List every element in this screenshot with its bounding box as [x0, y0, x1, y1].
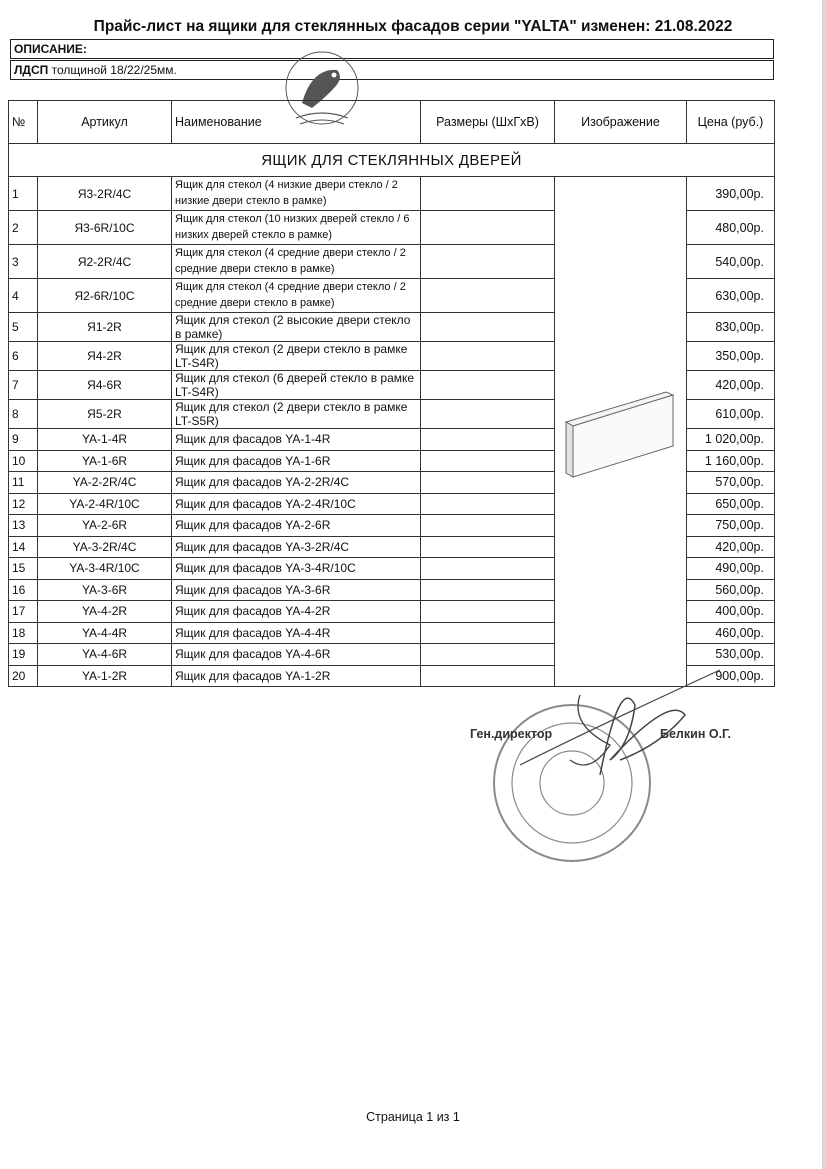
signature-name: Белкин О.Г.: [660, 727, 732, 741]
header-name: Наименование: [172, 101, 421, 144]
row-size: [421, 245, 555, 279]
row-article: Я4-6R: [38, 371, 172, 400]
row-article: Я3-6R/10C: [38, 211, 172, 245]
row-name: Ящик для стекол (2 высокие двери стекло в рамке): [172, 313, 421, 342]
row-name: Ящик для стекол (4 средние двери стекло / 2 средние двери стекло в рамке): [172, 245, 421, 279]
row-article: YA-4-6R: [38, 644, 172, 666]
row-article: Я2-6R/10C: [38, 279, 172, 313]
row-size: [421, 622, 555, 644]
row-price: 350,00р.: [687, 342, 775, 371]
row-price: 650,00р.: [687, 493, 775, 515]
row-num: 16: [9, 579, 38, 601]
row-name: Ящик для фасадов YA-3-2R/4C: [172, 536, 421, 558]
row-price: 630,00р.: [687, 279, 775, 313]
row-num: 7: [9, 371, 38, 400]
row-price: 390,00р.: [687, 177, 775, 211]
row-num: 12: [9, 493, 38, 515]
row-num: 20: [9, 665, 38, 687]
row-article: YA-1-2R: [38, 665, 172, 687]
row-price: 750,00р.: [687, 515, 775, 537]
row-article: Я4-2R: [38, 342, 172, 371]
table-row: [9, 177, 775, 211]
signature-icon: [460, 665, 760, 865]
description-label: ОПИСАНИЕ:: [10, 39, 774, 59]
row-size: [421, 279, 555, 313]
row-size: [421, 493, 555, 515]
row-name: Ящик для стекол (4 низкие двери стекло / 2 низкие двери стекло в рамке): [172, 177, 421, 211]
row-name: Ящик для фасадов YA-4-4R: [172, 622, 421, 644]
page-footer: Страница 1 из 1: [366, 1110, 460, 1124]
header-image: Изображение: [555, 101, 687, 144]
row-article: YA-2-2R/4C: [38, 472, 172, 494]
row-num: 19: [9, 644, 38, 666]
section-row: [9, 144, 775, 177]
row-price: 570,00р.: [687, 472, 775, 494]
row-price: 900,00р.: [687, 665, 775, 687]
row-name: Ящик для фасадов YA-2-2R/4C: [172, 472, 421, 494]
row-size: [421, 211, 555, 245]
price-table: [8, 100, 775, 687]
material-text: толщиной 18/22/25мм.: [51, 63, 177, 77]
row-size: [421, 429, 555, 451]
row-price: 400,00р.: [687, 601, 775, 623]
row-num: 6: [9, 342, 38, 371]
row-num: 5: [9, 313, 38, 342]
row-price: 480,00р.: [687, 211, 775, 245]
row-price: 1 020,00р.: [687, 429, 775, 451]
row-size: [421, 177, 555, 211]
row-name: Ящик для фасадов YA-4-2R: [172, 601, 421, 623]
row-size: [421, 313, 555, 342]
row-name: Ящик для фасадов YA-1-2R: [172, 665, 421, 687]
row-article: Я1-2R: [38, 313, 172, 342]
row-num: 2: [9, 211, 38, 245]
scan-edge: [822, 0, 826, 1169]
row-num: 15: [9, 558, 38, 580]
row-name: Ящик для фасадов YA-1-4R: [172, 429, 421, 451]
row-article: YA-2-6R: [38, 515, 172, 537]
row-num: 1: [9, 177, 38, 211]
row-size: [421, 400, 555, 429]
row-size: [421, 644, 555, 666]
row-num: 11: [9, 472, 38, 494]
row-size: [421, 450, 555, 472]
row-price: 490,00р.: [687, 558, 775, 580]
row-article: YA-3-6R: [38, 579, 172, 601]
row-price: 610,00р.: [687, 400, 775, 429]
row-article: YA-4-4R: [38, 622, 172, 644]
row-name: Ящик для стекол (6 дверей стекло в рамке LT-S4R): [172, 371, 421, 400]
row-price: 460,00р.: [687, 622, 775, 644]
row-num: 3: [9, 245, 38, 279]
row-price: 830,00р.: [687, 313, 775, 342]
row-article: Я2-2R/4C: [38, 245, 172, 279]
row-price: 560,00р.: [687, 579, 775, 601]
row-article: Я3-2R/4C: [38, 177, 172, 211]
header-num: №: [9, 101, 38, 144]
row-article: YA-1-6R: [38, 450, 172, 472]
row-size: [421, 472, 555, 494]
row-name: Ящик для стекол (10 низких дверей стекло / 6 низких дверей стекло в рамке): [172, 211, 421, 245]
row-size: [421, 558, 555, 580]
row-article: YA-3-4R/10C: [38, 558, 172, 580]
row-num: 13: [9, 515, 38, 537]
row-name: Ящик для фасадов YA-2-6R: [172, 515, 421, 537]
row-size: [421, 579, 555, 601]
row-num: 9: [9, 429, 38, 451]
row-name: Ящик для стекол (2 двери стекло в рамке LT-S5R): [172, 400, 421, 429]
row-article: YA-2-4R/10C: [38, 493, 172, 515]
row-name: Ящик для фасадов YA-4-6R: [172, 644, 421, 666]
product-image-cell: [555, 177, 687, 687]
box-image-icon: [561, 382, 681, 482]
row-num: 8: [9, 400, 38, 429]
row-size: [421, 342, 555, 371]
row-price: 530,00р.: [687, 644, 775, 666]
row-article: Я5-2R: [38, 400, 172, 429]
row-num: 17: [9, 601, 38, 623]
row-name: Ящик для фасадов YA-2-4R/10C: [172, 493, 421, 515]
row-name: Ящик для стекол (4 средние двери стекло / 2 средние двери стекло в рамке): [172, 279, 421, 313]
row-size: [421, 536, 555, 558]
row-size: [421, 515, 555, 537]
row-price: 1 160,00р.: [687, 450, 775, 472]
row-num: 10: [9, 450, 38, 472]
row-article: YA-1-4R: [38, 429, 172, 451]
header-article: Артикул: [38, 101, 172, 144]
row-price: 540,00р.: [687, 245, 775, 279]
row-size: [421, 371, 555, 400]
material-line: [10, 60, 774, 80]
row-article: YA-3-2R/4C: [38, 536, 172, 558]
header-size: Размеры (ШхГхВ): [421, 101, 555, 144]
row-num: 14: [9, 536, 38, 558]
section-title: ЯЩИК ДЛЯ СТЕКЛЯННЫХ ДВЕРЕЙ: [9, 144, 775, 177]
row-name: Ящик для фасадов YA-3-4R/10C: [172, 558, 421, 580]
row-size: [421, 601, 555, 623]
row-num: 4: [9, 279, 38, 313]
header-price: Цена (руб.): [687, 101, 775, 144]
row-price: 420,00р.: [687, 536, 775, 558]
signature-position: Ген.директор: [470, 727, 553, 741]
row-num: 18: [9, 622, 38, 644]
material-name: ЛДСП: [14, 63, 49, 77]
row-article: YA-4-2R: [38, 601, 172, 623]
table-header-row: [9, 101, 775, 144]
row-price: 420,00р.: [687, 371, 775, 400]
document-title: Прайс-лист на ящики для стеклянных фасадов серии "YALTA" изменен: 21.08.2022: [93, 18, 733, 35]
row-name: Ящик для стекол (2 двери стекло в рамке LT-S4R): [172, 342, 421, 371]
row-name: Ящик для фасадов YA-1-6R: [172, 450, 421, 472]
row-name: Ящик для фасадов YA-3-6R: [172, 579, 421, 601]
